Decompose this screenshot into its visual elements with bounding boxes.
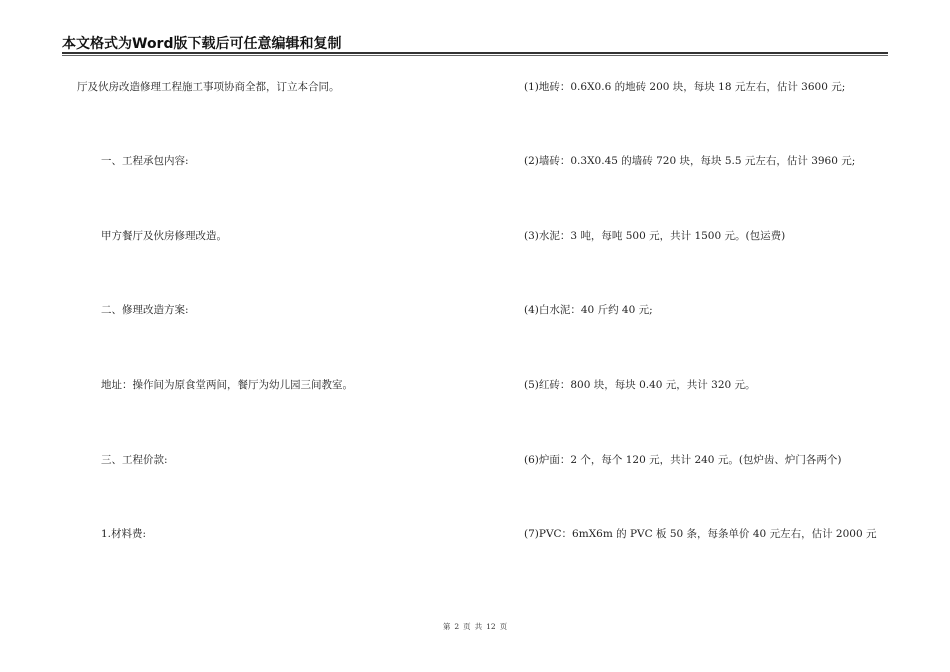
- section-heading-plan: 二、修理改造方案:: [101, 304, 189, 316]
- material-item-floor-tile: (1)地砖：0.6X0.6 的地砖 200 块，每块 18 元左右，估计 3600 元;: [524, 81, 846, 93]
- header-divider-thick: [62, 52, 888, 54]
- footer-page-unit: 页: [463, 622, 471, 631]
- material-item-stove-top: (6)炉面：2 个，每个 120 元，共计 240 元。(包炉齿、炉门各两个): [524, 454, 842, 466]
- header-divider-thin: [62, 55, 888, 56]
- material-item-cement: (3)水泥：3 吨，每吨 500 元，共计 1500 元。(包运费): [524, 230, 786, 242]
- material-item-white-cement: (4)白水泥：40 斤约 40 元;: [524, 304, 653, 316]
- section-heading-price: 三、工程价款:: [101, 454, 168, 466]
- material-cost-heading: 1.材料费:: [101, 528, 147, 540]
- footer-total-pages: 12: [486, 622, 496, 631]
- footer-total-unit: 页: [499, 622, 508, 631]
- contract-intro-line: 厅及伙房改造修理工程施工事项协商全都，订立本合同。: [77, 81, 340, 93]
- plan-location-text: 地址：操作间为原食堂两间，餐厅为幼儿园三间教室。: [101, 379, 353, 391]
- material-item-pvc: (7)PVC：6mX6m 的 PVC 板 50 条，每条单价 40 元左右，估计 2000 元: [524, 528, 877, 540]
- scope-description: 甲方餐厅及伙房修理改造。: [101, 230, 227, 242]
- section-heading-scope: 一、工程承包内容:: [101, 155, 189, 167]
- footer-page-prefix: 第: [442, 622, 451, 631]
- footer-total-label: 共: [474, 622, 483, 631]
- footer-current-page: 2: [454, 622, 460, 631]
- page-footer: [0, 621, 950, 632]
- document-header-title: 本文格式为Word版下载后可任意编辑和复制: [62, 36, 342, 52]
- material-item-red-brick: (5)红砖：800 块，每块 0.40 元，共计 320 元。: [524, 379, 756, 391]
- material-item-wall-tile: (2)墙砖：0.3X0.45 的墙砖 720 块，每块 5.5 元左右，估计 3960 元;: [524, 155, 856, 167]
